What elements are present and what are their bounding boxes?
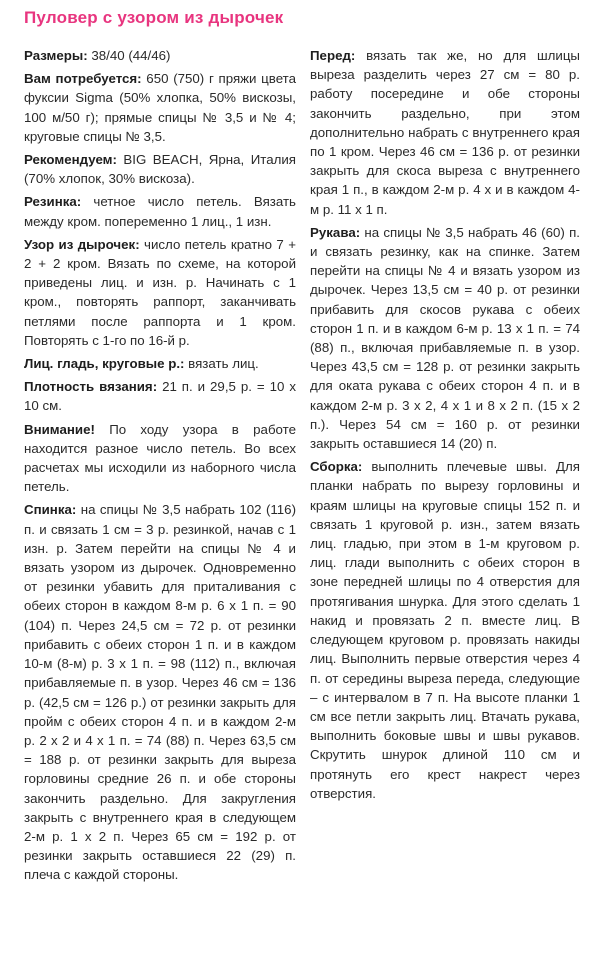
sizes-text: 38/40 (44/46) bbox=[87, 48, 171, 63]
recommend-text: BIG BEACH, Ярна, Италия (70% хлопок, 30% вискоза). bbox=[24, 152, 296, 187]
recommend-paragraph bbox=[24, 150, 296, 188]
eyelet-pattern-paragraph bbox=[24, 235, 296, 350]
rib-paragraph bbox=[24, 192, 296, 230]
article-title: Пуловер с узором из дырочек bbox=[24, 8, 284, 27]
sleeves-label: Рукава: bbox=[310, 224, 361, 240]
gauge-label: Плотность вязания: bbox=[24, 379, 158, 395]
left-column bbox=[24, 46, 296, 889]
assembly-paragraph bbox=[310, 457, 580, 803]
stockinette-label: Лиц. гладь, круговые р.: bbox=[24, 356, 185, 372]
gauge-text: 21 п. и 29,5 р. = 10 х 10 см. bbox=[24, 379, 296, 414]
attention-label: Внимание! bbox=[24, 421, 95, 437]
sleeves-paragraph bbox=[310, 223, 580, 453]
sizes-paragraph bbox=[24, 46, 296, 65]
front-paragraph bbox=[310, 46, 580, 219]
assembly-text: выполнить плечевые швы. Для планки набрать по вырезу горловины и краям шлицы на круговые спицы 152 п. и связать 1 круговой р. изн., затем вязать лиц. гладью, при этом в 1-м круговом р. лиц. глади выполнить с обеих сторон в зоне передней шлицы по 4 отверстия для протягивания шнурка. Для этого сделать 1 накид и провязать 2 п. вместе лиц. В следующем круговом р. провязать накиды лиц. Выполнить первые отверстия через 4 п. от середины выреза переда, следующие – с интервалом в 7 п. На высоте планки 1 см все петли закрыть лиц. Втачать рукава, выполнить боковые швы и швы рукавов. Скрутить шнурок длиной 110 см и протянуть его крест накрест через отверстия. bbox=[310, 459, 580, 801]
eyelet-pattern-label: Узор из дырочек: bbox=[24, 236, 140, 252]
rib-text: четное число петель. Вязать между кром. попеременно 1 лиц., 1 изн. bbox=[24, 194, 296, 229]
attention-text: По ходу узора в работе находится разное число петель. Во всех расчетах мы исходили из наборного числа петель. bbox=[24, 421, 296, 495]
back-text: на спицы № 3,5 набрать 102 (116) п. и связать 1 см = 3 р. резинкой, начав с 1 изн. р. Затем перейти на спицы № 4 и вязать узором из дырочек. Одновременно от резинки убавить для приталивания с обеих сторон в каждом 8-м р. 6 х 1 п. = 90 (104) п. Через 24,5 см = 72 р. от резинки прибавить с обеих сторон 1 п. и в каждом 10-м (8-м) р. 3 х 1 п. = 98 (112) п., включая прибавляемые п. в узор. Через 46 см = 136 р. (42,5 см = 126 р.) от резинки закрыть для пройм с обеих сторон 4 п. и в каждом 2-м р. 2 х 2 и 4 х 1 п. = 74 (88) п. Через 63,5 см = 188 р. от резинки закрыть для выреза горловины средние 26 п. и обе стороны закончить раздельно. Для закругления закрыть с внутреннего края в следующем 2-м р. 1 х 2 п. Через 65 см = 192 р. от резинки закрыть оставшиеся 22 (29) п. плеча с каждой стороны. bbox=[24, 502, 296, 883]
materials-text: 650 (750) г пряжи цвета фуксии Sigma (50% хлопка, 50% вискозы, 100 м/50 г); прямые спицы № 3,5 и № 4; круговые спицы № 3,5. bbox=[24, 71, 296, 144]
sizes-label: Размеры: bbox=[24, 48, 88, 63]
stockinette-paragraph bbox=[24, 354, 296, 373]
gauge-paragraph bbox=[24, 377, 296, 415]
assembly-label: Сборка: bbox=[310, 459, 363, 475]
eyelet-pattern-text: число петель кратно 7 + 2 + 2 кром. Вязать по схеме, на которой приведены лиц. и изн. р. Начинать с 1 кром., повторять раппорт, заканчивать петлями после раппорта и 1 кром. Повторять с 1-го по 16-й р. bbox=[24, 236, 296, 348]
rib-label: Резинка: bbox=[24, 194, 82, 210]
back-label: Спинка: bbox=[24, 502, 77, 518]
sleeves-text: на спицы № 3,5 набрать 46 (60) п. и связать резинку, как на спинке. Затем перейти на спицы № 4 и вязать узором из дырочек. Через 13,5 см = 40 р. от резинки прибавить для скосов рукава с обеих сторон 1 п. и в каждом 6-м р. 13 х 1 п. = 74 (88) п., включая прибавляемые п. в узор. Через 43,5 см = 128 р. от резинки закрыть для оката рукава с обеих сторон 4 п. и в каждом 2-м р. 3 х 2, 4 х 1 и 8 х 2 п. (15 х 2 п.). Через 54 см = 160 р. от резинки закрыть оставшиеся 14 (20) п. bbox=[310, 224, 580, 452]
back-paragraph bbox=[24, 500, 296, 884]
front-label: Перед: bbox=[310, 48, 356, 63]
recommend-label: Рекомендуем: bbox=[24, 152, 117, 168]
front-text: вязать так же, но для шлицы выреза разделить через 27 см = 80 р. работу посередине и обе стороны закончить раздельно, при этом дополнительно набрать с внутреннего края по 1 кром. Через 46 см = 136 р. от резинки закрыть для скоса выреза с внутреннего края 1 п., в каждом 2-м р. 4 х и в каждом 4-м р. 11 х 1 п. bbox=[310, 48, 580, 217]
right-column bbox=[310, 46, 580, 807]
materials-paragraph bbox=[24, 69, 296, 146]
materials-label: Вам потребуется: bbox=[24, 71, 142, 87]
stockinette-text: вязать лиц. bbox=[184, 356, 259, 372]
attention-paragraph bbox=[24, 420, 296, 497]
